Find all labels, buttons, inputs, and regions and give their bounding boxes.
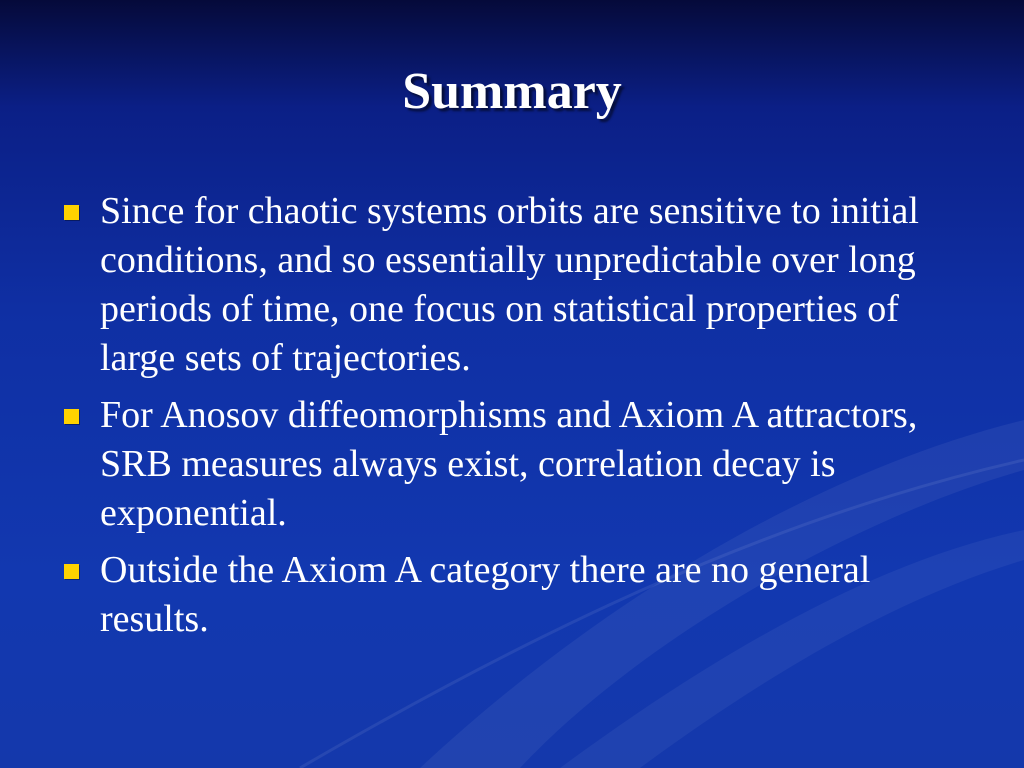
bullet-text: For Anosov diffeomorphisms and Axiom A attractors, SRB measures always exist, correlation decay is exponential. bbox=[100, 394, 918, 534]
bullet-item bbox=[62, 391, 962, 538]
square-bullet-icon bbox=[64, 409, 79, 424]
bullet-text: Since for chaotic systems orbits are sensitive to initial conditions, and so essentially unpredictable over long periods of time, one focus on statistical properties of large sets of trajectories. bbox=[100, 190, 919, 379]
square-bullet-icon bbox=[64, 564, 79, 579]
slide-title: Summary bbox=[402, 63, 622, 120]
bullet-text: Outside the Axiom A category there are no general results. bbox=[100, 549, 871, 640]
bullet-list bbox=[62, 187, 962, 652]
square-bullet-icon bbox=[64, 205, 79, 220]
bullet-item bbox=[62, 187, 962, 383]
bullet-item bbox=[62, 546, 962, 644]
